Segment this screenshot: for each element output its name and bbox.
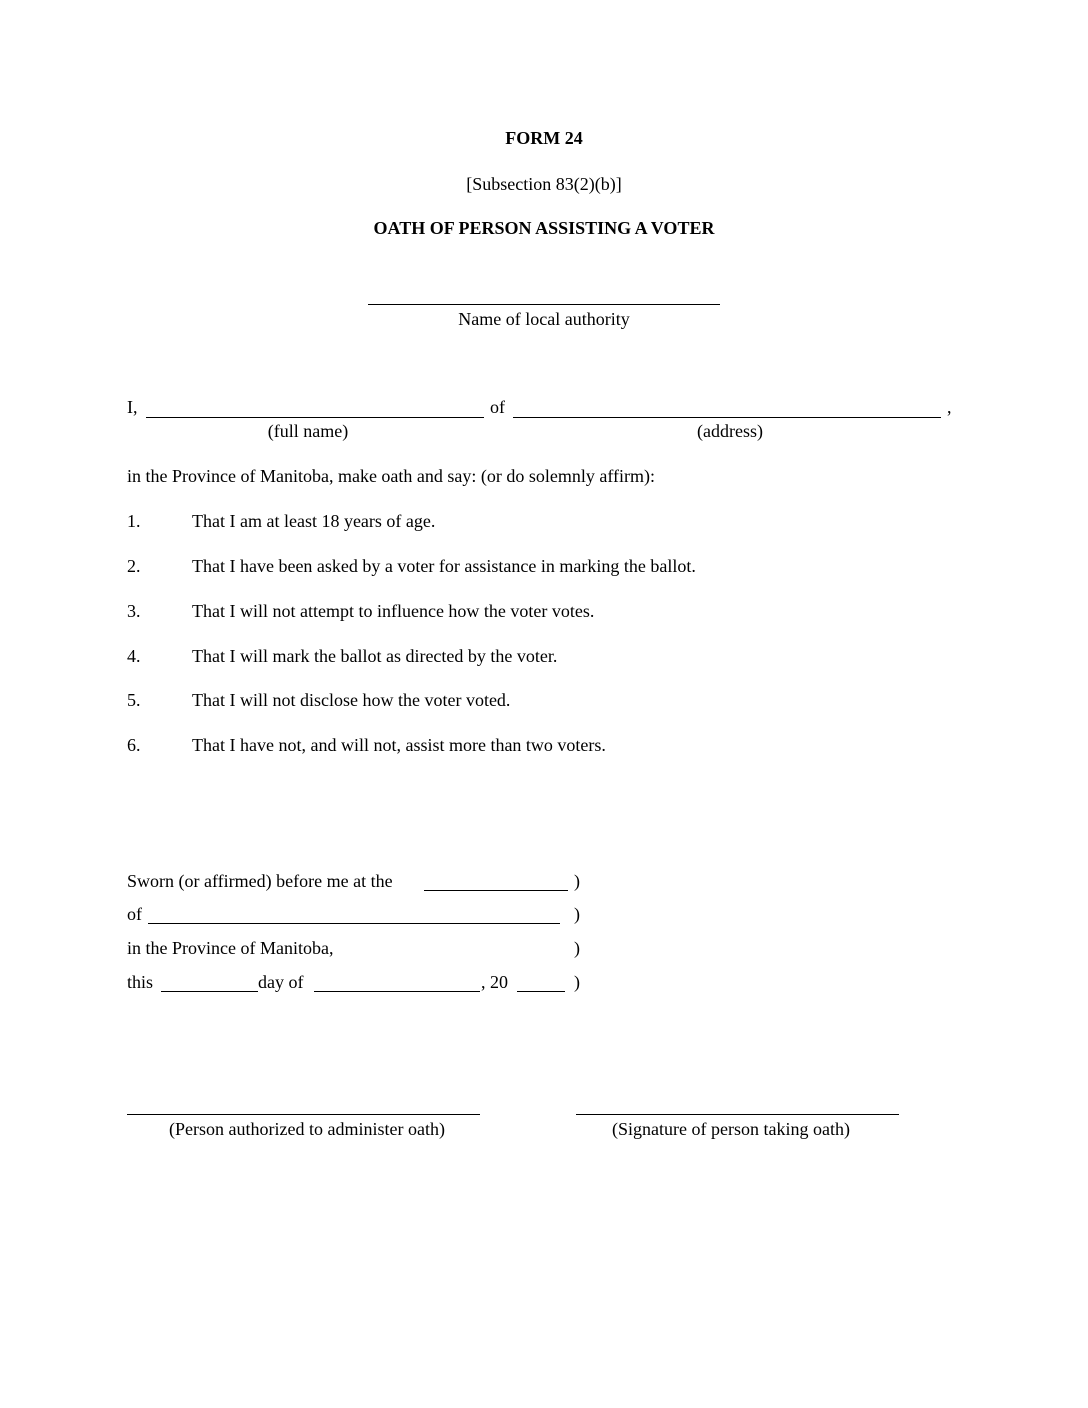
statement-number: 4. [127, 646, 141, 666]
statement-number: 6. [127, 735, 141, 755]
administrator-signature-label: (Person authorized to administer oath) [169, 1119, 445, 1139]
bracket-paren: ) [574, 904, 580, 924]
administrator-signature-field[interactable] [127, 1114, 480, 1115]
local-authority-label: Name of local authority [458, 309, 630, 329]
declarant-comma: , [947, 397, 952, 417]
full-name-field[interactable] [146, 417, 484, 418]
subsection-reference: [Subsection 83(2)(b)] [466, 174, 622, 194]
month-field[interactable] [314, 991, 480, 992]
day-field[interactable] [161, 991, 258, 992]
day-of-label: day of [258, 972, 304, 992]
oath-intro: in the Province of Manitoba, make oath and say: (or do solemnly affirm): [127, 466, 656, 486]
statement-text: That I will not attempt to influence how the voter votes. [192, 601, 595, 621]
statement-text: That I will not disclose how the voter voted. [192, 690, 511, 710]
bracket-paren: ) [574, 938, 580, 958]
oath-title: OATH OF PERSON ASSISTING A VOTER [373, 218, 715, 238]
declarant-prefix: I, [127, 397, 138, 417]
statement-text: That I will mark the ballot as directed by the voter. [192, 646, 558, 666]
bracket-paren: ) [574, 972, 580, 992]
form-title: FORM 24 [505, 128, 583, 148]
bracket-paren: ) [574, 871, 580, 891]
statement-number: 5. [127, 690, 141, 710]
sworn-municipality-field[interactable] [148, 923, 560, 924]
sworn-province-label: in the Province of Manitoba, [127, 938, 334, 958]
declarant-of-label: of [490, 397, 505, 417]
statement-number: 3. [127, 601, 141, 621]
year-field[interactable] [517, 991, 565, 992]
full-name-label: (full name) [267, 421, 349, 441]
address-field[interactable] [513, 417, 941, 418]
sworn-of-label: of [127, 904, 142, 924]
statement-text: That I am at least 18 years of age. [192, 511, 436, 531]
statement-text: That I have been asked by a voter for assistance in marking the ballot. [192, 556, 696, 576]
sworn-label: Sworn (or affirmed) before me at the [127, 871, 393, 891]
sworn-place-field[interactable] [424, 890, 568, 891]
statement-number: 1. [127, 511, 141, 531]
address-label: (address) [697, 421, 763, 441]
statement-text: That I have not, and will not, assist more than two voters. [192, 735, 606, 755]
oath-taker-signature-label: (Signature of person taking oath) [612, 1119, 850, 1139]
sworn-this-label: this [127, 972, 154, 992]
oath-taker-signature-field[interactable] [576, 1114, 899, 1115]
local-authority-field[interactable] [368, 304, 720, 305]
statement-number: 2. [127, 556, 141, 576]
year-prefix-label: , 20 [481, 972, 508, 992]
